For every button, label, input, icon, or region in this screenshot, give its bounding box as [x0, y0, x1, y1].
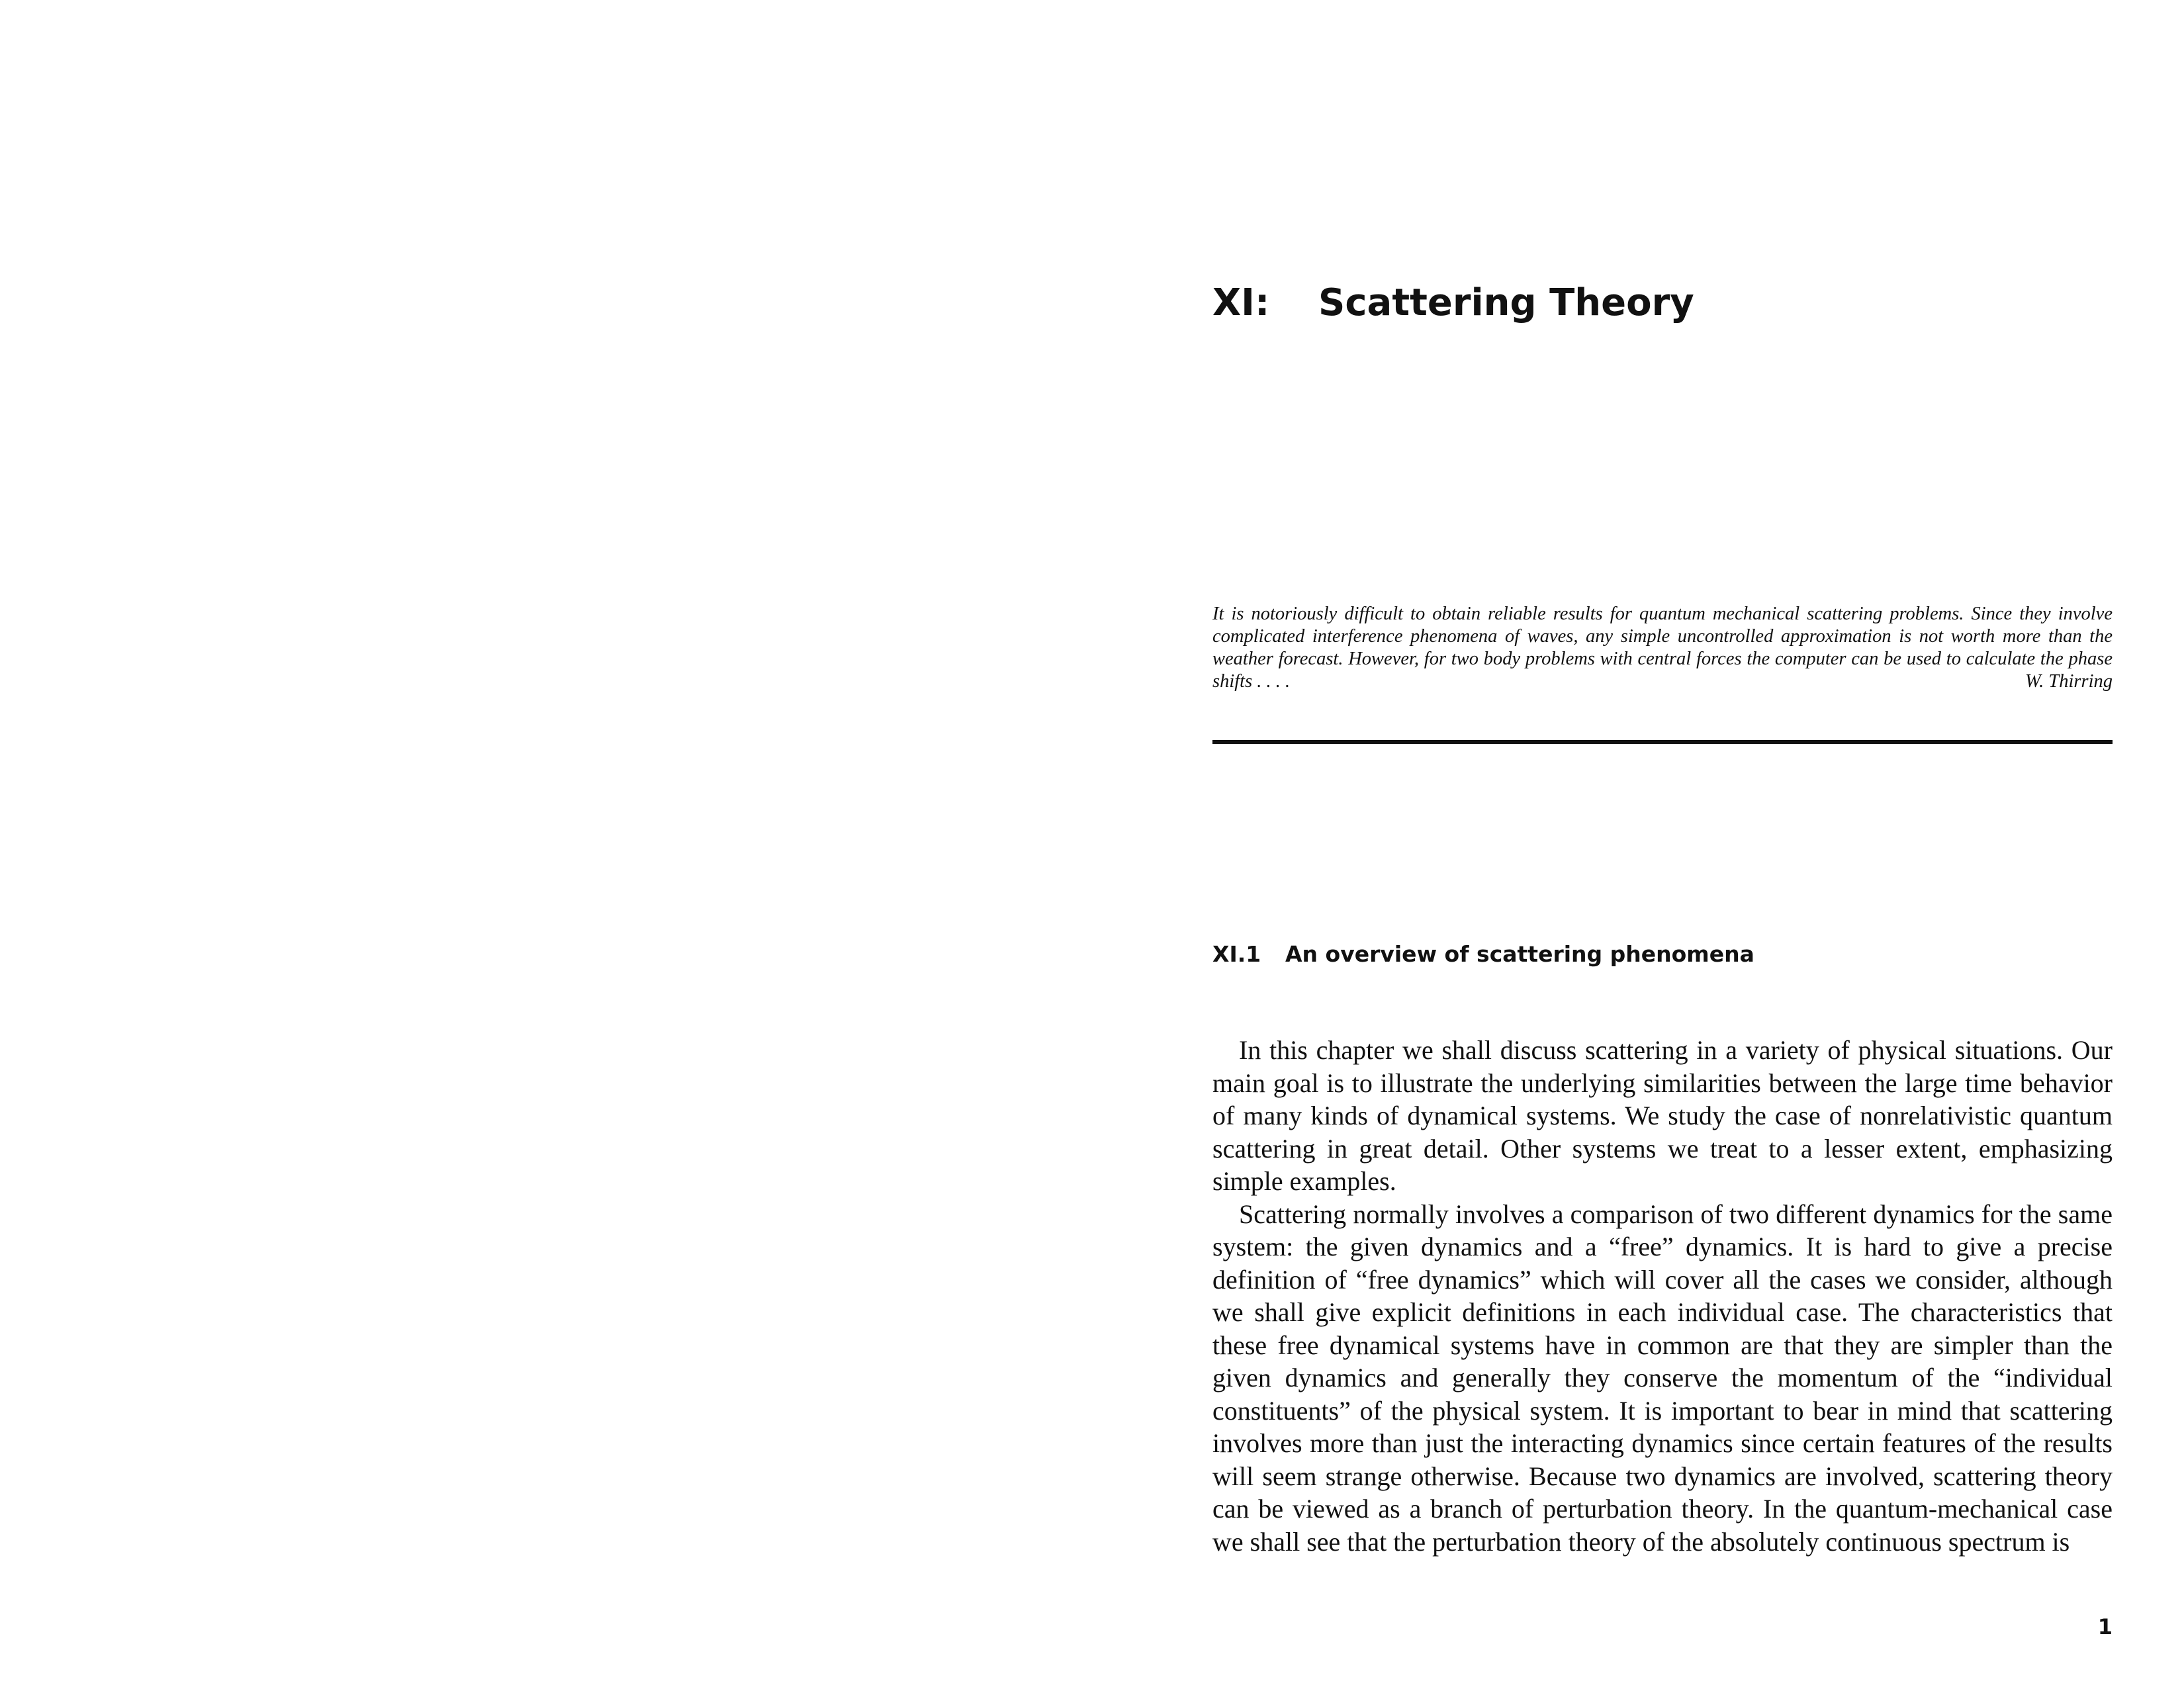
body-paragraph-1: In this chapter we shall discuss scattering in a variety of physical situations. Our main goal is to illustrate the underlying similarities between the large time behavior of many kinds of dynamical systems. We study the case of nonrelativistic quantum scattering in great detail. Other systems we treat to a lesser extent, emphasizing simple examples.: [1212, 1035, 2113, 1196]
epigraph-author: W. Thirring: [2025, 671, 2113, 692]
epigraph-divider: [1212, 740, 2113, 744]
right-page: [1092, 0, 2184, 1689]
body-text: [1212, 1034, 2113, 1558]
chapter-title: [1212, 277, 1694, 330]
chapter-number: XI:: [1212, 281, 1270, 324]
epigraph: [1212, 603, 2113, 693]
epigraph-text: It is notoriously difficult to obtain reliable results for quantum mechanical scattering problems. Since they involve complicated interference phenomena of waves, any simple uncontrolled approximation is not worth more than the weather forecast. However, for two body problems with central forces the computer can be used to calculate the phase shifts . . . .: [1212, 604, 2113, 692]
body-paragraph-2: Scattering normally involves a comparison of two different dynamics for the same system: the given dynamics and a “free” dynamics. It is hard to give a precise definition of “free dynamics” which will cover all the cases we consider, although we shall give explicit definitions in each individual case. The characteristics that these free dynamical systems have in common are that they are simpler than the given dynamics and generally they conserve the momentum of the “individual constituents” of the physical system. It is important to bear in mind that scattering involves more than just the interacting dynamics since certain features of the results will seem strange otherwise. Because two dynamics are involved, scattering theory can be viewed as a branch of perturbation theory. In the quantum-mechanical case we shall see that the perturbation theory of the absolutely continuous spectrum is: [1212, 1199, 2113, 1557]
chapter-title-text: Scattering Theory: [1318, 281, 1694, 324]
section-heading: [1212, 938, 1754, 970]
section-title: An overview of scattering phenomena: [1285, 941, 1754, 967]
page-number: 1: [2097, 1614, 2113, 1639]
section-number: XI.1: [1212, 941, 1261, 967]
